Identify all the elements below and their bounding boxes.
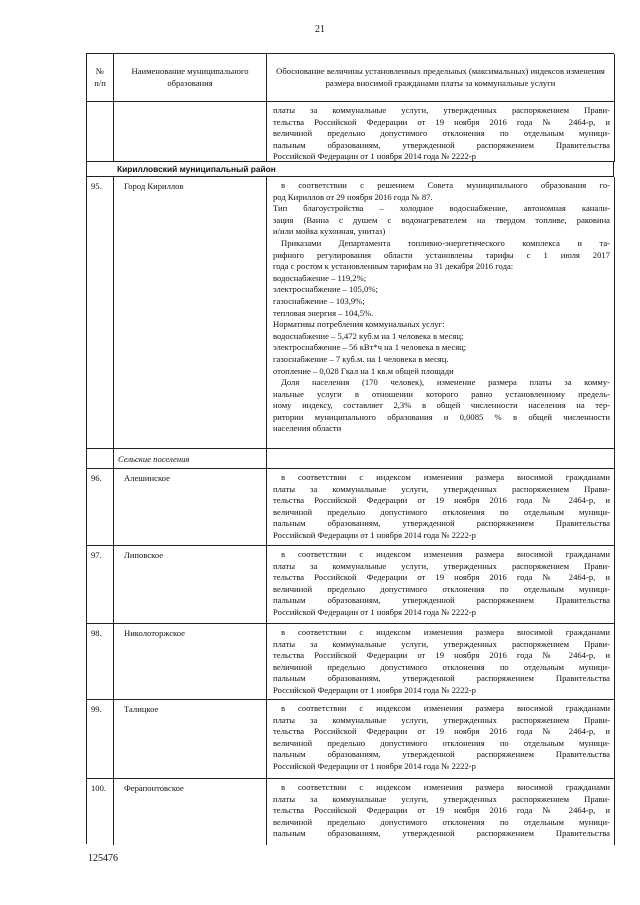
text-line: величиной предельно допустимого отклонения по отдельным муници- [273,128,610,139]
text-line: род Кириллов от 29 ноября 2016 года № 87. [273,191,433,202]
table-row [87,779,614,845]
text-line: тельства Российской Федерации от 19 ноября 2016 года № 2464-р, и [273,805,610,816]
text-line: пальным образованиям, утвержденной распоряжением Правительства [273,749,610,760]
row-number: 100. [87,779,114,845]
basis-text [267,779,615,845]
row-number: 97. [87,546,114,624]
text-line: газоснабжение – 103,9%; [273,295,365,306]
cell-empty [87,102,114,162]
basis-text [267,624,615,700]
text-line: платы за коммунальные услуги, утвержденных распоряжением Прави- [273,638,610,649]
text-line: тепловая энергия – 104,5%. [273,307,374,318]
text-line: рифного регулирования области установлены тарифы с 1 июля 2017 [273,249,610,260]
text-line: тельства Российской Федерации от 19 ноября 2016 года № 2464-р, и [273,650,610,661]
row-number: 95. [87,177,114,449]
table-row [87,624,614,700]
text-line: газоснабжение – 7 куб.м. на 1 человека в месяц. [273,353,449,364]
text-line: электроснабжение – 56 кВт*ч на 1 человека в месяц; [273,342,467,353]
text-line: водоснабжение – 5,472 куб.м на 1 человека в месяц; [273,330,464,341]
cell-empty [267,449,615,469]
text-line: Тип благоустройства – холодное водоснабжение, автономная канали- [273,203,610,214]
row-number: 96. [87,469,114,546]
text-line: тельства Российской Федерации от 19 ноября 2016 года № 2464-р, и [273,495,610,506]
text-line: зация (Ванна с душем с водонагревателем на твердом топливе, раковина [273,214,610,225]
text-line: Российской Федерации от 1 ноября 2014 года № 2222-р [273,684,476,695]
table-header [87,54,614,102]
text-line: в соответствии с индексом изменения размера вносимой гражданами [281,627,610,637]
municipality-name: Талицкое [114,700,267,779]
district-heading: Кирилловский муниципальный район [87,162,614,177]
text-line: и/или мойка кухонная, унитаз) [273,226,386,237]
text-line: в соответствии с индексом изменения размера вносимой гражданами [281,703,610,713]
text-line: нальные услуги в отношении которого равно установленному предель- [273,388,610,399]
text-line: года с ростом к установленным тарифам на 31 декабря 2016 года: [273,261,514,272]
table-row [87,700,614,779]
text-line: в соответствии с индексом изменения размера вносимой гражданами [281,782,610,792]
document-code: 125476 [88,853,118,864]
text-line: в соответствии с решением Совета муниципального образования го- [281,180,610,190]
text-line: Российской Федерации от 1 ноября 2014 года № 2222-р [273,151,476,162]
continuation-text [267,102,615,162]
text-line: величиной предельно допустимого отклонения по отдельным муници- [273,583,610,594]
text-line: отопление – 0,028 Гкал на 1 кв.м общей площади [273,365,454,376]
header-num [87,54,114,102]
text-line: тельства Российской Федерации от 19 ноября 2016 года № 2464-р, и [273,726,610,737]
text-line: платы за коммунальные услуги, утвержденных распоряжением Прави- [273,483,610,494]
text-line: в соответствии с индексом изменения размера вносимой гражданами [281,472,610,482]
text-line: Российской Федерации от 1 ноября 2014 года № 2222-р [273,529,476,540]
row-number: 98. [87,624,114,700]
text-line: величиной предельно допустимого отклонения по отдельным муници- [273,506,610,517]
district-heading-row [87,162,614,177]
text-line: электроснабжение – 105,0%; [273,284,378,295]
text-line: в соответствии с индексом изменения размера вносимой гражданами [281,549,610,559]
text-line: платы за коммунальные услуги, утвержденных распоряжением Прави- [273,560,610,571]
text-line: Приказами Департамента топливно-энергетического комплекса и та- [281,237,610,248]
text-line: пальным образованиям, утвержденной распоряжением Правительства [273,595,610,606]
table-row [87,469,614,546]
header-name [114,54,267,102]
header-basis [267,54,615,102]
text-line: Доля населения (170 человек), изменение размера платы за комму- [281,377,610,388]
text-line: пальным образованиям, утвержденной распоряжением Правительства [273,518,610,529]
text-line: величиной предельно допустимого отклонения по отдельным муници- [273,661,610,672]
index-table [86,53,614,844]
text-line: ритории муниципального образования и 0,0085 % в общей численности [273,411,610,422]
row-number: 99. [87,700,114,779]
text-line: водоснабжение – 119,2%; [273,272,367,283]
text-line: ному индексу, составляет 2,3% в общей численности населения на тер- [273,400,610,411]
rural-settlements-row [87,449,614,469]
municipality-name: Ферапонтовское [114,779,267,845]
text-line: тельства Российской Федерации от 19 ноября 2016 года № 2464-р, и [273,572,610,583]
header-num-text: № п/п [94,65,106,88]
text-line: величиной предельно допустимого отклонения по отдельным муници- [273,816,610,827]
municipality-name: Липовское [114,546,267,624]
header-name-text: Наименование муниципального образования [131,65,249,88]
municipality-name: Николоторжское [114,624,267,700]
table-row-continuation [87,102,614,162]
text-line: платы за коммунальные услуги, утвержденных распоряжением Прави- [273,105,610,115]
table-row [87,546,614,624]
text-line: пальным образованиям, утвержденной распоряжением Правительства [273,828,610,839]
table-row [87,177,614,449]
text-line: Нормативы потребления коммунальных услуг: [273,319,445,330]
cell-empty [87,449,114,469]
text-line: населения области [273,423,342,434]
header-basis-text: Обоснование величины установленных предельных (максимальных) индексов изменения размера вносимой гражданами платы за коммунальные услуги [276,65,605,88]
text-line: Российской Федерации от 1 ноября 2014 года № 2222-р [273,760,476,771]
text-line: платы за коммунальные услуги, утвержденных распоряжением Прави- [273,714,610,725]
text-line: платы за коммунальные услуги, утвержденных распоряжением Прави- [273,793,610,804]
text-line: пальным образованиям, утвержденной распоряжением Правительства [273,139,610,150]
basis-text [267,546,615,624]
text-line: Российской Федерации от 1 ноября 2014 года № 2222-р [273,606,476,617]
cell-empty [114,102,267,162]
municipality-name: Алешинское [114,469,267,546]
municipality-name: Город Кириллов [114,177,267,449]
text-line: пальным образованиям, утвержденной распоряжением Правительства [273,673,610,684]
basis-text [267,177,615,449]
basis-text [267,469,615,546]
text-line: величиной предельно допустимого отклонения по отдельным муници- [273,737,610,748]
text-line: тельства Российской Федерации от 19 ноября 2016 года № 2464-р, и [273,116,610,127]
rural-settlements-label: Сельские поселения [114,449,267,469]
page-number: 21 [315,24,325,35]
basis-text [267,700,615,779]
